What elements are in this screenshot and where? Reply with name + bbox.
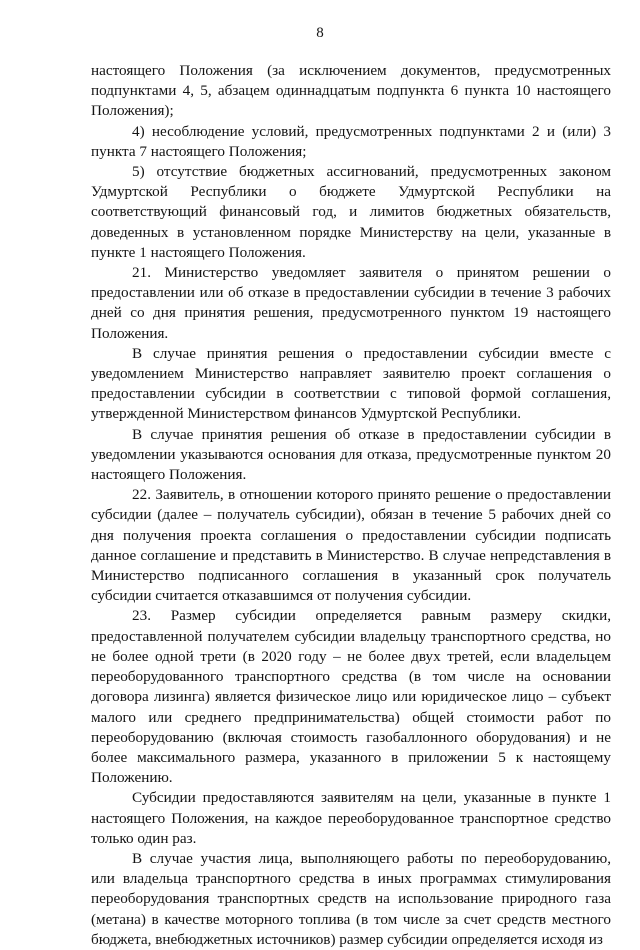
paragraph-clause-21-refusal: В случае принятия решения об отказе в предоставлении субсидии в уведомлении указываются основания для отказа, предусмотренные пунктом 20 настоящего Положения. — [91, 425, 611, 484]
document-body — [91, 61, 611, 950]
paragraph-clause-21: 21. Министерство уведомляет заявителя о принятом решении о предоставлении или об отказе в предоставлении субсидии в течение 3 рабочих дней со дня принятия решения, предусмотренного пунктом 19 настоящего Положения. — [91, 264, 611, 342]
paragraph-subitem-5: 5) отсутствие бюджетных ассигнований, предусмотренных законом Удмуртской Республики о бюджете Удмуртской Республики на соответствующий финансовый год, и лимитов бюджетных обязательств, доведенных в установленном порядке Министерству на цели, указанные в пункте 1 настоящего Положения. — [91, 163, 611, 261]
paragraph-clause-23-other-programs: В случае участия лица, выполняющего работы по переоборудованию, или владельца транспортного средства в иных программах стимулирования переоборудования транспортных средств на использование природного газа (метана) в качестве моторного топлива (в том числе за счет средств местного бюджета, внебюджетных источников) размер субсидии определяется исходя из — [91, 849, 611, 948]
paragraph-continuation: настоящего Положения (за исключением документов, предусмотренных подпунктами 4, 5, абзацем одиннадцатым подпункта 6 пункта 10 настоящего Положения); — [91, 62, 611, 120]
paragraph-subitem-4: 4) несоблюдение условий, предусмотренных подпунктами 2 и (или) 3 пункта 7 настоящего Положения; — [91, 122, 611, 160]
paragraph-clause-23: 23. Размер субсидии определяется равным размеру скидки, предоставленной получателем субсидии владельцу транспортного средства, но не более одной трети (в 2020 году – не более двух третей, если владельцем переоборудованного транспортного средства (в том числе на основании договора лизинга) является физическое лицо или юридическое лицо – субъект малого или среднего предпринимательства) общей стоимости работ по переоборудованию (включая стоимость газобаллонного оборудования) и не более максимального размера, указанного в приложении 5 к настоящему Положению. — [91, 607, 611, 787]
paragraph-clause-23-once: Субсидии предоставляются заявителям на цели, указанные в пункте 1 настоящего Положения, на каждое переоборудованное транспортное средство только один раз. — [91, 789, 611, 847]
paragraph-clause-22: 22. Заявитель, в отношении которого принято решение о предоставлении субсидии (далее – получатель субсидии), обязан в течение 5 рабочих дней со дня получения проекта соглашения о предоставлении субсидии подписать данное соглашение и представить в Министерство. В случае непредставления в Министерство подписанного соглашения в указанный срок получатель субсидии считается отказавшимся от получения субсидии. — [91, 486, 611, 605]
paragraph-clause-21-approval: В случае принятия решения о предоставлении субсидии вместе с уведомлением Министерство направляет заявителю проект соглашения о предоставлении субсидии в соответствии с типовой формой соглашения, утвержденной Министерством финансов Удмуртской Республики. — [91, 344, 611, 423]
page-number: 8 — [316, 25, 324, 41]
